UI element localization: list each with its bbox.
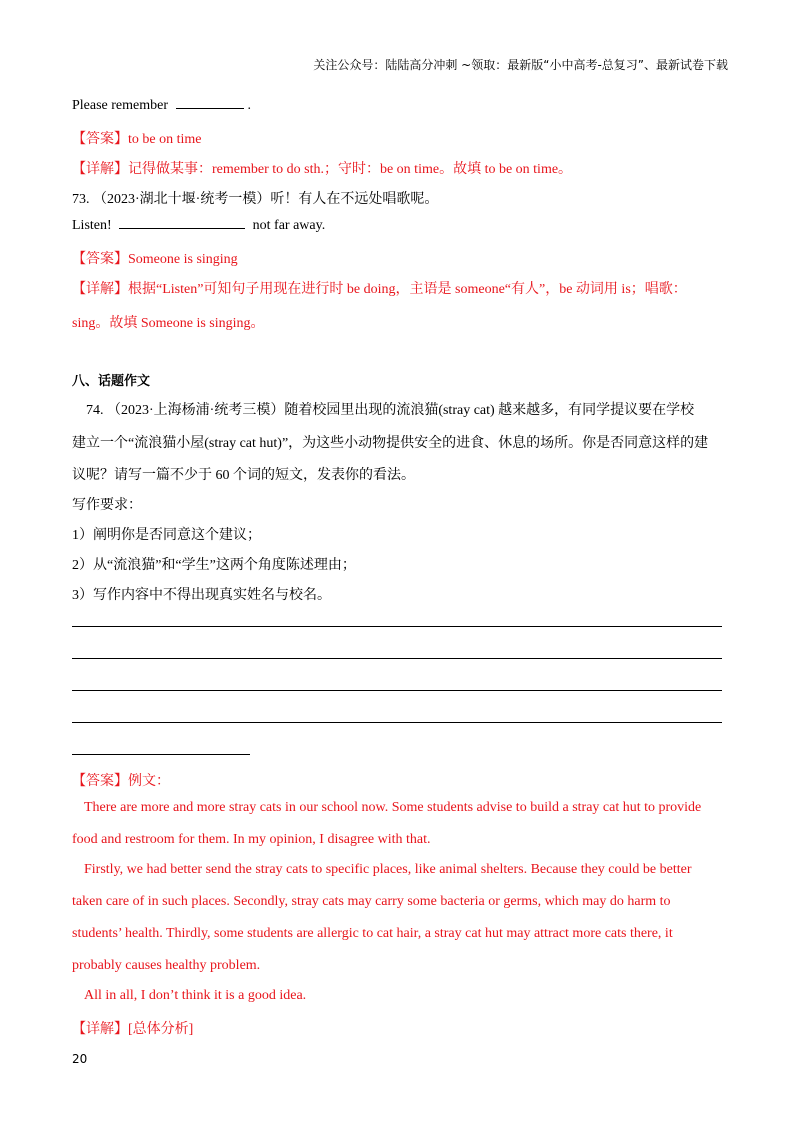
q73-sentence-pre: Listen! bbox=[72, 218, 112, 233]
q73-answer-text: Someone is singing bbox=[128, 252, 238, 267]
q73-detail-line1: 根据“Listen”可知句子用现在进行时 be doing，主语是 someone“有人”，be 动词用 is；唱歌： bbox=[128, 282, 687, 297]
essay-line: There are more and more stray cats in our school now. Some students advise to build a stray cat hut to provide bbox=[84, 800, 702, 815]
q73-number: 73. bbox=[72, 192, 90, 207]
q73-prompt bbox=[72, 188, 438, 208]
detail-tag: 【详解】 bbox=[72, 162, 128, 177]
q74-detail bbox=[72, 1018, 193, 1038]
writing-line[interactable] bbox=[72, 658, 722, 659]
page-number: 20 bbox=[72, 1052, 88, 1066]
q72-detail-text: 记得做某事：remember to do sth.；守时：be on time。故填 to be on time。 bbox=[128, 162, 573, 177]
q74-line1: 74. （2023·上海杨浦·统考三模）随着校园里出现的流浪猫(stray cat) 越来越多，有同学提议要在学校 bbox=[86, 403, 695, 418]
writing-line[interactable] bbox=[72, 626, 722, 627]
q72-sentence-post: . bbox=[247, 98, 252, 113]
q73-detail-line2: sing。故填 Someone is singing。 bbox=[72, 316, 265, 331]
q72-answer bbox=[72, 128, 202, 148]
detail-tag: 【详解】 bbox=[72, 282, 128, 297]
essay-line: food and restroom for them. In my opinion, I disagree with that. bbox=[72, 832, 431, 847]
q72-answer-text: to be on time bbox=[128, 132, 202, 147]
answer-tag: 【答案】 bbox=[72, 774, 128, 789]
q74-line3: 议呢？请写一篇不少于 60 个词的短文，发表你的看法。 bbox=[72, 468, 415, 483]
q73-answer bbox=[72, 248, 238, 268]
q74-requirements-title: 写作要求： bbox=[72, 498, 142, 513]
q73-detail bbox=[72, 278, 687, 298]
answer-tag: 【答案】 bbox=[72, 252, 128, 267]
page-header: 关注公众号：陆陆高分冲刺 ~领取：最新版“小中高考-总复习”、最新试卷下载 bbox=[313, 58, 728, 72]
q72-sentence bbox=[72, 98, 251, 114]
q73-blank[interactable] bbox=[119, 227, 245, 229]
answer-tag: 【答案】 bbox=[72, 132, 128, 147]
essay-line: All in all, I don’t think it is a good idea. bbox=[84, 988, 307, 1003]
section-title: 八、话题作文 bbox=[72, 374, 151, 389]
q72-blank[interactable] bbox=[176, 107, 244, 109]
q73-source: （2023·湖北十堰·统考一模）听！有人在不远处唱歌呢。 bbox=[93, 192, 439, 207]
q73-sentence bbox=[72, 218, 325, 234]
q74-req-3: 3）写作内容中不得出现真实姓名与校名。 bbox=[72, 588, 331, 603]
essay-line: Firstly, we had better send the stray cats to specific places, like animal shelters. Because they could be better bbox=[84, 862, 692, 877]
essay-line: probably causes healthy problem. bbox=[72, 958, 261, 973]
q74-req-1: 1）阐明你是否同意这个建议； bbox=[72, 528, 261, 543]
q74-line2: 建立一个“流浪猫小屋(stray cat hut)”，为这些小动物提供安全的进食、休息的场所。你是否同意这样的建 bbox=[72, 436, 709, 451]
q74-answer-label: 例文： bbox=[128, 774, 170, 789]
q73-sentence-post: not far away. bbox=[252, 218, 326, 233]
writing-line-short[interactable] bbox=[72, 754, 250, 755]
q72-detail bbox=[72, 158, 572, 178]
essay-line: students’ health. Thirdly, some students are allergic to cat hair, a stray cat hut may attract more cats there, it bbox=[72, 926, 673, 941]
q74-detail-text: [总体分析] bbox=[128, 1022, 194, 1037]
writing-line[interactable] bbox=[72, 690, 722, 691]
q74-req-2: 2）从“流浪猫”和“学生”这两个角度陈述理由； bbox=[72, 558, 356, 573]
writing-line[interactable] bbox=[72, 722, 722, 723]
detail-tag: 【详解】 bbox=[72, 1022, 128, 1037]
q72-sentence-pre: Please remember bbox=[72, 98, 169, 113]
q74-answer bbox=[72, 770, 170, 790]
essay-line: taken care of in such places. Secondly, stray cats may carry some bacteria or germs, which may do harm to bbox=[72, 894, 671, 909]
